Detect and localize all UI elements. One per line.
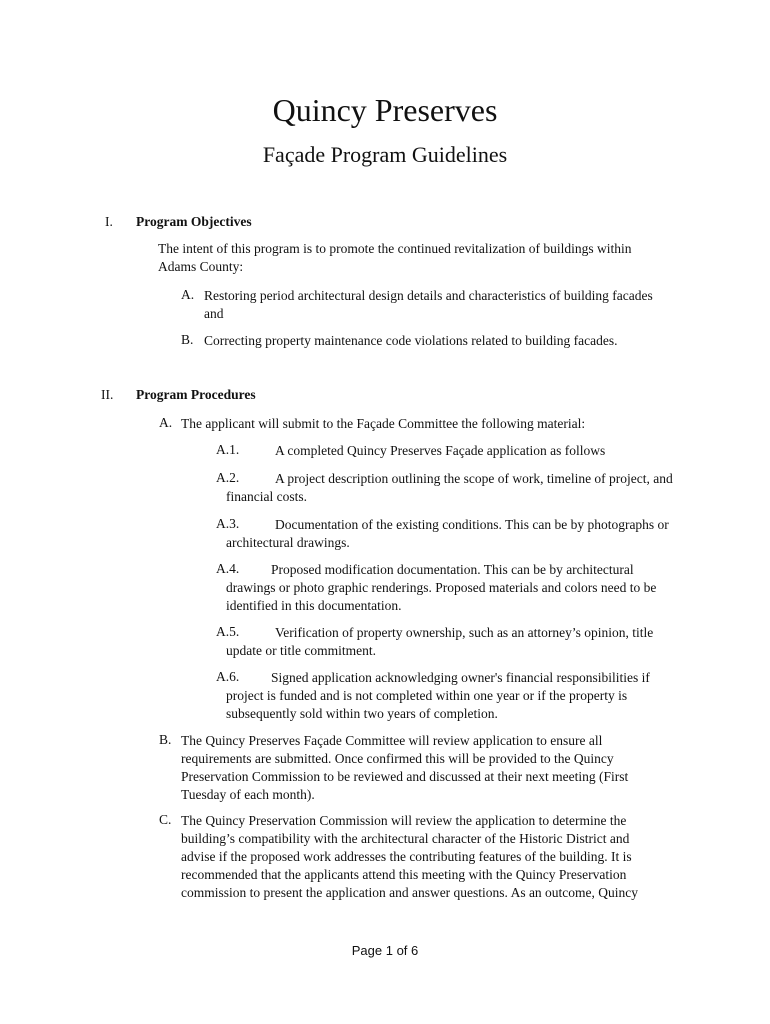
- subitem-label: A.5.: [216, 624, 240, 639]
- list-item-text: The applicant will submit to the Façade Committee the following material:: [181, 416, 586, 431]
- list-item-label: B.: [159, 732, 172, 747]
- list-item-label: A.: [159, 415, 173, 430]
- subitem-label: A.4.: [216, 561, 240, 576]
- section-heading: Program Procedures: [136, 387, 256, 402]
- list-item-text: Correcting property maintenance code violations related to building facades.: [204, 333, 618, 348]
- list-item-text: The Quincy Preservation Commission will review the application to determine the building’s compatibility with the architectural character of the Historic District and advise if the proposed work addresses the contributing features of the building. It is recommended that the applicants attend this meeting with the Quincy Preservation commission to present the application and answer questions. As an outcome, Quincy: [181, 813, 639, 900]
- section-number: II.: [101, 387, 114, 402]
- subitem-text: Documentation of the existing conditions. This can be by photographs or architectural drawings.: [226, 517, 669, 550]
- page-footer: Page 1 of 6: [351, 943, 419, 958]
- list-item-text: The Quincy Preserves Façade Committee will review application to ensure all requirements are submitted. Once confirmed this will be provided to the Quincy Preservation Commission to be reviewed and discussed at their next meeting (First Tuesday of each month).: [181, 733, 629, 802]
- list-item-label: A.: [181, 287, 195, 302]
- list-item-text: Restoring period architectural design details and characteristics of building facades and: [204, 288, 653, 321]
- list-item-label: C.: [159, 812, 172, 827]
- subitem-text: Proposed modification documentation. This can be by architectural drawings or photo graphic renderings. Proposed materials and colors need to be identified in this documentation.: [226, 562, 657, 613]
- document-title: Quincy Preserves: [272, 92, 498, 128]
- subitem-label: A.3.: [216, 516, 240, 531]
- subitem-label: A.2.: [216, 470, 240, 485]
- subitem-text: A completed Quincy Preserves Façade application as follows: [275, 443, 606, 458]
- subitem-label: A.1.: [216, 442, 240, 457]
- subitem-text: A project description outlining the scope of work, timeline of project, and financial costs.: [226, 471, 673, 504]
- subitem-text: Signed application acknowledging owner's financial responsibilities if project is funded and is not completed within one year or if the property is subsequently sold within two years of completion.: [226, 670, 650, 721]
- subitem-text: Verification of property ownership, such as an attorney’s opinion, title update or title commitment.: [226, 625, 654, 658]
- section-intro: The intent of this program is to promote the continued revitalization of buildings within Adams County:: [158, 241, 632, 274]
- subitem-label: A.6.: [216, 669, 240, 684]
- list-item-label: B.: [181, 332, 194, 347]
- document-subtitle: Façade Program Guidelines: [262, 142, 508, 167]
- section-heading: Program Objectives: [136, 214, 252, 229]
- section-number: I.: [105, 214, 113, 229]
